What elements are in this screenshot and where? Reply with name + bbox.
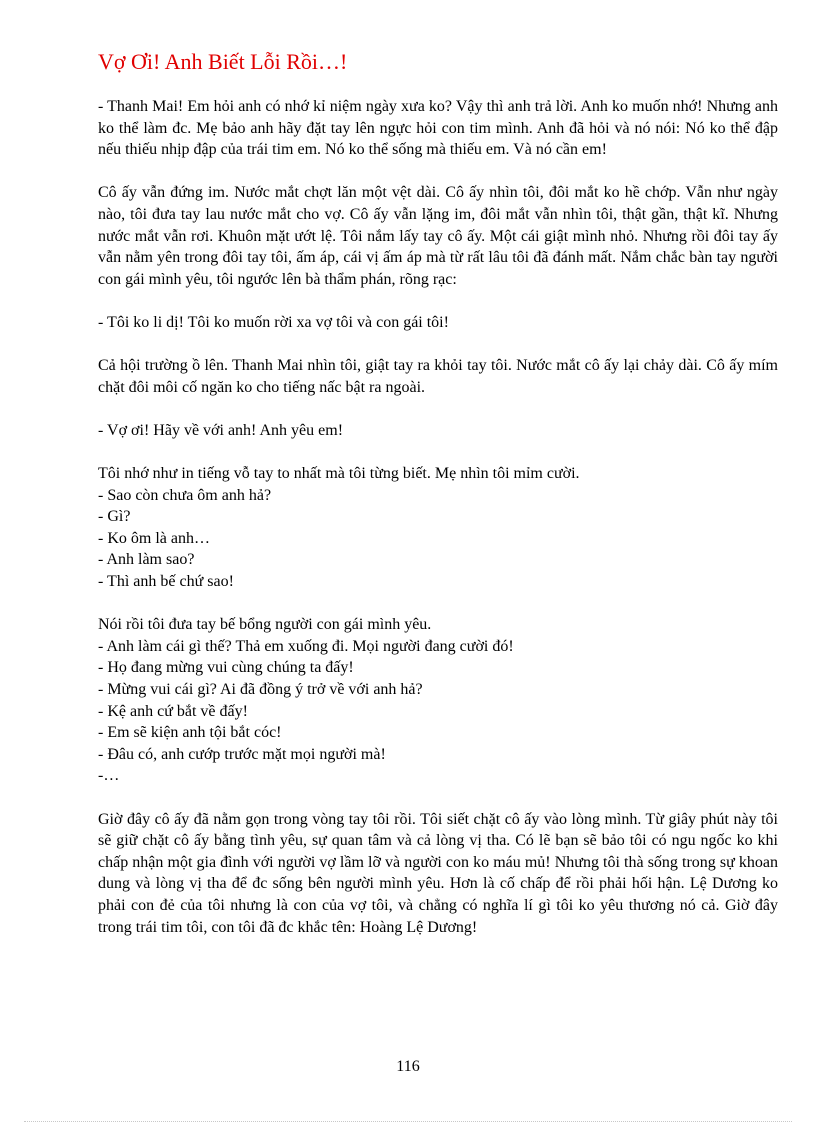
dialogue-line: - Anh làm cái gì thế? Thả em xuống đi. Mọi người đang cười đó! xyxy=(98,637,514,655)
paragraph-no-divorce: - Tôi ko li dị! Tôi ko muốn rời xa vợ tôi và con gái tôi! xyxy=(98,313,449,331)
dialogue-line: Nói rồi tôi đưa tay bế bổng người con gái mình yêu. xyxy=(98,616,432,634)
page-bottom-divider xyxy=(24,1121,792,1122)
dialogue-line: - Em sẽ kiện anh tội bắt cóc! xyxy=(98,724,282,742)
dialogue-line: - Thì anh bế chứ sao! xyxy=(98,573,234,591)
dialogue-line: - Gì? xyxy=(98,508,131,526)
dialogue-line: - Ko ôm là anh… xyxy=(98,529,210,547)
paragraph-hall-reaction: Cả hội trường ồ lên. Thanh Mai nhìn tôi, giật tay ra khỏi tay tôi. Nước mắt cô ấy lại chảy dài. Cô ấy mím chặt đôi môi cố ngăn ko cho tiếng nấc bật ra ngoài. xyxy=(98,357,778,396)
dialogue-line: - Sao còn chưa ôm anh hả? xyxy=(98,486,272,504)
dialogue-line: Tôi nhớ như in tiếng vỗ tay to nhất mà tôi từng biết. Mẹ nhìn tôi mỉm cười. xyxy=(98,465,580,483)
story-title: Vợ Ơi! Anh Biết Lỗi Rồi…! xyxy=(98,49,348,74)
dialogue-line: - Đâu có, anh cướp trước mặt mọi người mà! xyxy=(98,745,386,763)
dialogue-line: - Mừng vui cái gì? Ai đã đồng ý trở về với anh hả? xyxy=(98,681,423,699)
dialogue-line: - Anh làm sao? xyxy=(98,551,195,569)
paragraph-come-home: - Vợ ơi! Hãy về với anh! Anh yêu em! xyxy=(98,421,344,439)
dialogue-line: -… xyxy=(98,767,120,785)
dialogue-line: - Họ đang mừng vui cùng chúng ta đấy! xyxy=(98,659,354,677)
dialogue-line: - Kệ anh cứ bắt về đấy! xyxy=(98,702,248,720)
dialogue-group-applause xyxy=(98,463,778,593)
paragraph-plea: - Thanh Mai! Em hỏi anh có nhớ kỉ niệm ngày xưa ko? Vậy thì anh trả lời. Anh ko muốn nhớ! Nhưng anh ko thể làm đc. Mẹ bảo anh hãy đặt tay lên ngực hỏi con tim mình. Anh đã hỏi và nó nói: Nó ko thể đập nếu thiếu nhịp đập của trái tim em. Nó ko thể sống mà thiếu em. Và nó cần em! xyxy=(98,98,778,159)
dialogue-group-carry xyxy=(98,614,778,787)
story-body xyxy=(98,96,778,960)
paragraph-closing: Giờ đây cô ấy đã nằm gọn trong vòng tay tôi rồi. Tôi siết chặt cô ấy vào lòng mình. Từ giây phút này tôi sẽ giữ chặt cô ấy bằng tình yêu, sự quan tâm và cả lòng vị tha. Có lẽ bạn sẽ bảo tôi có ngu ngốc ko khi chấp nhận một gia đình với người vợ lầm lỡ và người con ko máu mủ! Nhưng tôi thà sống trong sự khoan dung và lòng vị tha để đc sống bên người mình yêu. Hơn là cố chấp để rồi phải hối hận. Lệ Dương ko phải con đẻ của tôi nhưng là con của vợ tôi, và chẳng có nghĩa lí gì tôi ko yêu thương nó cả. Giờ đây trong trái tim tôi, con tôi đã đc khắc tên: Hoàng Lệ Dương! xyxy=(98,810,778,936)
paragraph-court: Cô ấy vẫn đứng im. Nước mắt chợt lăn một vệt dài. Cô ấy nhìn tôi, đôi mắt ko hề chớp. Vẫn như ngày nào, tôi đưa tay lau nước mắt cho vợ. Cô ấy vẫn lặng im, đôi mắt vẫn nhìn tôi, thật gần, thật kĩ. Nhưng nước mắt vẫn rơi. Khuôn mặt ướt lệ. Tôi nắm lấy tay cô ấy. Một cái giật mình nhỏ. Nhưng rồi đôi tay ấy vẫn nằm yên trong đôi tay tôi, ấm áp, cái vị ấm áp mà từ rất lâu tôi đã đánh mất. Nắm chắc bàn tay người con gái mình yêu, tôi ngước lên bà thẩm phán, rõng rạc: xyxy=(98,184,778,288)
page-number: 116 xyxy=(396,1058,420,1075)
